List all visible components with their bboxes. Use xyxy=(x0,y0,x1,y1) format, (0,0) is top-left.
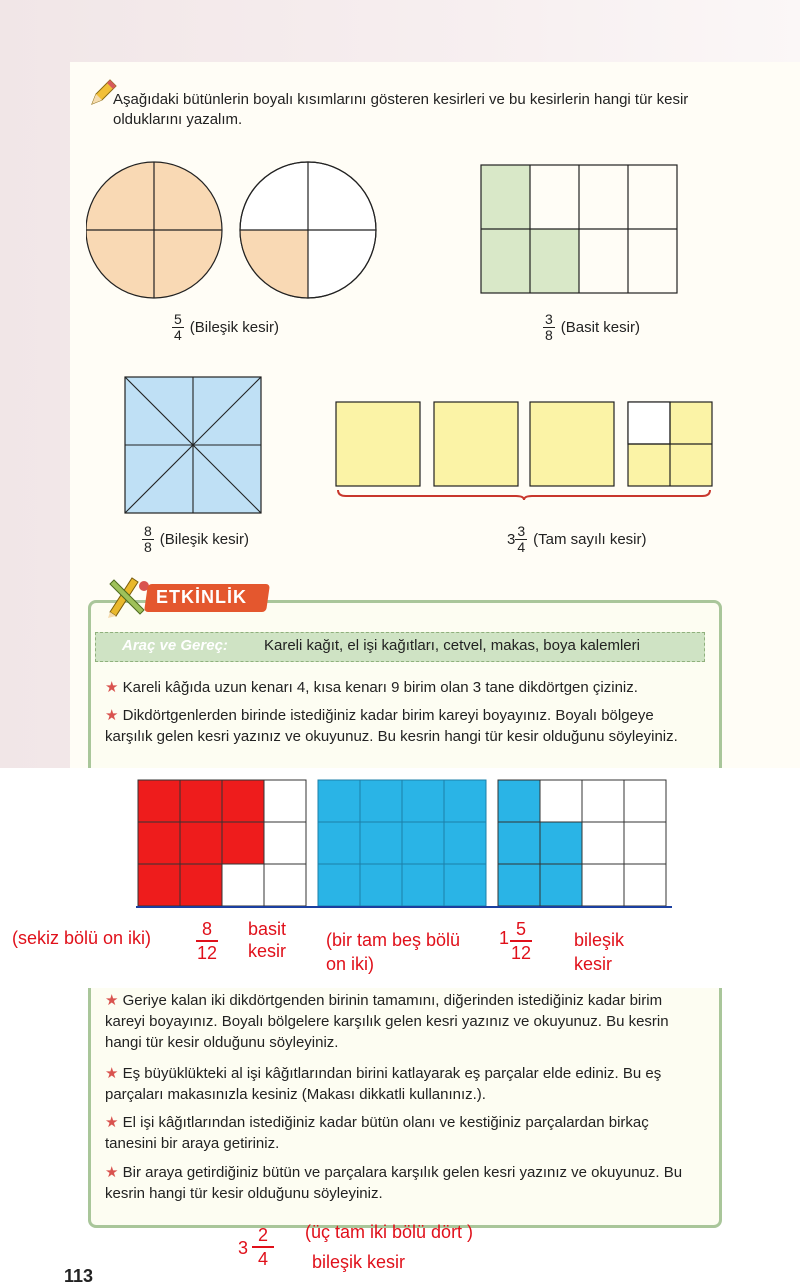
star-icon: ★ xyxy=(105,992,119,1009)
fraction xyxy=(515,524,527,555)
denominator: 4 xyxy=(258,1249,269,1269)
answer-1-words: (sekiz bölü on iki) xyxy=(12,928,152,948)
activity-step-4 xyxy=(105,1063,700,1105)
words-line: on iki) xyxy=(326,954,375,974)
activity-step-1 xyxy=(105,677,700,698)
caption-fig1 xyxy=(172,312,279,343)
answer-2-fraction xyxy=(510,918,532,964)
answer-2-whole: 1 xyxy=(499,928,510,948)
type-line: kesir xyxy=(248,941,287,961)
activity-step-2 xyxy=(105,705,700,747)
denominator: 8 xyxy=(545,327,553,343)
numerator: 8 xyxy=(196,918,218,942)
denominator: 8 xyxy=(144,539,152,555)
answer-3-words: (üç tam iki bölü dört ) xyxy=(305,1222,474,1242)
step-text: Dikdörtgenlerden birinde istediğiniz kadar birim kareyi boyayınız. Boyalı bölgeye karşılık gelen kesri yazınız ve okuyunuz. Bu kesrin hangi tür kesir olduğunu söyleyiniz. xyxy=(105,707,678,745)
numerator: 3 xyxy=(517,523,526,539)
fraction-type: (Basit kesir) xyxy=(560,319,640,336)
star-icon: ★ xyxy=(105,1065,119,1082)
blue-square-figure xyxy=(124,376,262,514)
activity-step-3 xyxy=(105,990,700,1053)
fraction-type: (Bileşik kesir) xyxy=(159,531,249,548)
numerator: 3 xyxy=(545,311,553,327)
denominator: 12 xyxy=(196,943,218,963)
answer-1-fraction xyxy=(196,918,218,964)
green-grid-figure xyxy=(480,164,680,294)
numerator: 8 xyxy=(144,523,152,539)
step-text: Bir araya getirdiğiniz bütün ve parçalara karşılık gelen kesri yazınız ve okuyunuz. Bu kesrin hangi tür kesir olduğunu söyleyiniz. xyxy=(105,1164,683,1202)
answer-3-type: bileşik kesir xyxy=(312,1252,406,1272)
answer-1-type xyxy=(248,918,286,962)
words-line: (bir tam beş bölü xyxy=(326,930,461,950)
type-line: kesir xyxy=(574,954,613,974)
circles-figure xyxy=(86,160,380,302)
star-icon: ★ xyxy=(105,679,119,696)
materials-label: Araç ve Gereç: xyxy=(122,637,228,654)
star-icon: ★ xyxy=(105,1114,119,1131)
denominator: 4 xyxy=(174,327,182,343)
caption-fig4 xyxy=(507,524,646,555)
caption-fig2 xyxy=(543,312,640,343)
numerator: 5 xyxy=(174,311,182,327)
activity-tools-icon xyxy=(104,572,152,620)
fraction xyxy=(543,312,555,343)
step-text: Eş büyüklükteki al işi kâğıtlarından birini katlayarak eş parçalar elde ediniz. Bu eş parçaları makasınızla kesiniz (Makası dikkatli kullanınız.). xyxy=(105,1065,662,1103)
numerator: 2 xyxy=(252,1224,274,1248)
answer-3-fraction xyxy=(252,1224,274,1270)
fraction-type: (Tam sayılı kesir) xyxy=(533,531,647,548)
caption-fig3 xyxy=(142,524,249,555)
numerator: 5 xyxy=(510,918,532,942)
type-line: bileşik xyxy=(574,930,625,950)
answer-3-whole: 3 xyxy=(238,1238,249,1258)
type-line: basit xyxy=(248,919,287,939)
rectangles-figure xyxy=(136,778,672,910)
fraction-type: (Bileşik kesir) xyxy=(189,319,279,336)
step-text: Geriye kalan iki dikdörtgenden birinin tamamını, diğerinden istediğiniz kadar birim kareyi boyayınız. Boyalı bölgelere karşılık gelen kesri yazınız ve okuyunuz. Bu kesrin hangi tür kesir olduğunu söyleyiniz. xyxy=(105,992,669,1051)
answer-2-type xyxy=(574,928,624,976)
denominator: 4 xyxy=(517,539,526,555)
activity-title: ETKİNLİK xyxy=(156,587,247,607)
denominator: 12 xyxy=(510,943,532,963)
fraction xyxy=(142,524,154,555)
answer-2-words xyxy=(326,928,460,976)
star-icon: ★ xyxy=(105,707,119,724)
yellow-squares-figure xyxy=(334,400,716,500)
materials-text: Kareli kağıt, el işi kağıtları, cetvel, makas, boya kalemleri xyxy=(264,637,640,654)
fraction xyxy=(172,312,184,343)
activity-step-5 xyxy=(105,1112,700,1154)
star-icon: ★ xyxy=(105,1164,119,1181)
page-number: 113 xyxy=(64,1266,94,1286)
step-text: El işi kâğıtlarından istediğiniz kadar bütün olanı ve kestiğiniz parçalardan birkaç tanesini bir araya getiriniz. xyxy=(105,1114,649,1152)
activity-step-6 xyxy=(105,1162,700,1204)
instructions-text: Aşağıdaki bütünlerin boyalı kısımlarını gösteren kesirleri ve bu kesirlerin hangi tür kesir olduklarını yazalım. xyxy=(113,91,689,128)
step-text: Kareli kâğıda uzun kenarı 4, kısa kenarı 9 birim olan 3 tane dikdörtgen çiziniz. xyxy=(122,679,638,696)
whole-number: 3 xyxy=(507,531,516,548)
